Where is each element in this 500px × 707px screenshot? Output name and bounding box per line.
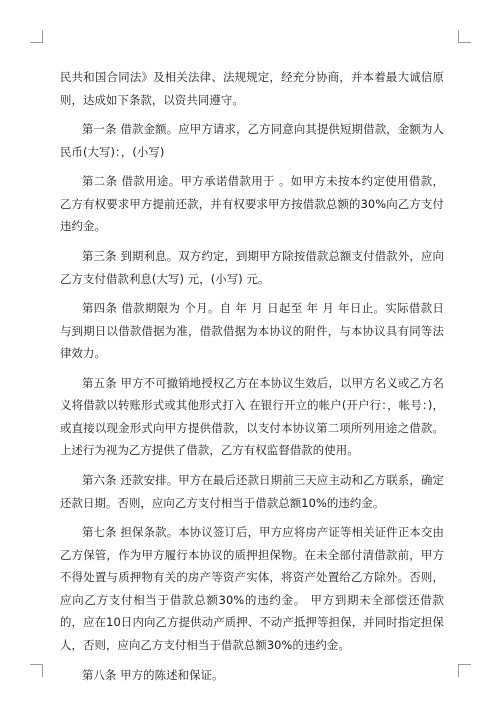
document-body	[60, 66, 444, 686]
clause-2-loan-purpose: 第二条 借款用途。甲方承诺借款用于 。如甲方未按本约定使用借款，乙方有权要求甲方提前还款，并有权要求甲方按借款总额的30%向乙方支付违约金。	[60, 174, 444, 234]
paragraph-continuation: 民共和国合同法》及相关法律、法规规定，经充分协商，并本着最大诚信原则，达成如下条款，以资共同遵守。	[60, 70, 444, 107]
crop-mark-bottom-right	[458, 664, 471, 677]
clause-5-authorization: 第五条 甲方不可撤销地授权乙方在本协议生效后，以甲方名义或乙方名义将借款以转账形式或其他形式打入 在银行开立的帐户(开户行：，帐号：)，或直接以现金形式向甲方提供借款，以支付本协议第二项所列用途之借款。上述行为视为乙方提供了借款，乙方有权监督借款的使用。	[60, 375, 444, 458]
clause-3-interest: 第三条 到期利息。双方约定，到期甲方除按借款总额支付借款外，应向乙方支付借款利息(大写) 元，(小写) 元。	[60, 249, 444, 286]
clause-6-repayment: 第六条 还款安排。甲方在最后还款日期前三天应主动和乙方联系，确定还款日期。否则，应向乙方支付相当于借款总额10%的违约金。	[60, 473, 444, 510]
clause-1-loan-amount: 第一条 借款金额。应甲方请求，乙方同意向其提供短期借款，金额为人民币(大写)：，(小写)	[60, 122, 444, 159]
crop-mark-top-left	[30, 30, 43, 43]
clause-7-guarantee: 第七条 担保条款。本协议签订后，甲方应将房产证等相关证件正本交由乙方保管，作为甲方履行本协议的质押担保物。在未全部付清借款前，甲方不得处置与质押物有关的房产等资产实体，将资产处置给乙方除外。否则，应向乙方支付相当于借款总额30%的违约金。 甲方到期未全部偿还借款的，应在10日内向乙方提供动产质押、不动产抵押等担保，并同时指定担保人，否则，应向乙方支付相当于借款总额30%的违约金。	[60, 525, 444, 652]
clause-4-loan-term: 第四条 借款期限为 个月。自 年 月 日起至 年 月 年日止。实际借款日与到期日以借款借据为准，借款借据为本协议的附件，与本协议具有同等法律效力。	[60, 301, 444, 361]
clause-8-representations: 第八条 甲方的陈述和保证。	[82, 667, 224, 682]
crop-mark-top-right	[458, 30, 471, 43]
crop-mark-bottom-left	[30, 664, 43, 677]
